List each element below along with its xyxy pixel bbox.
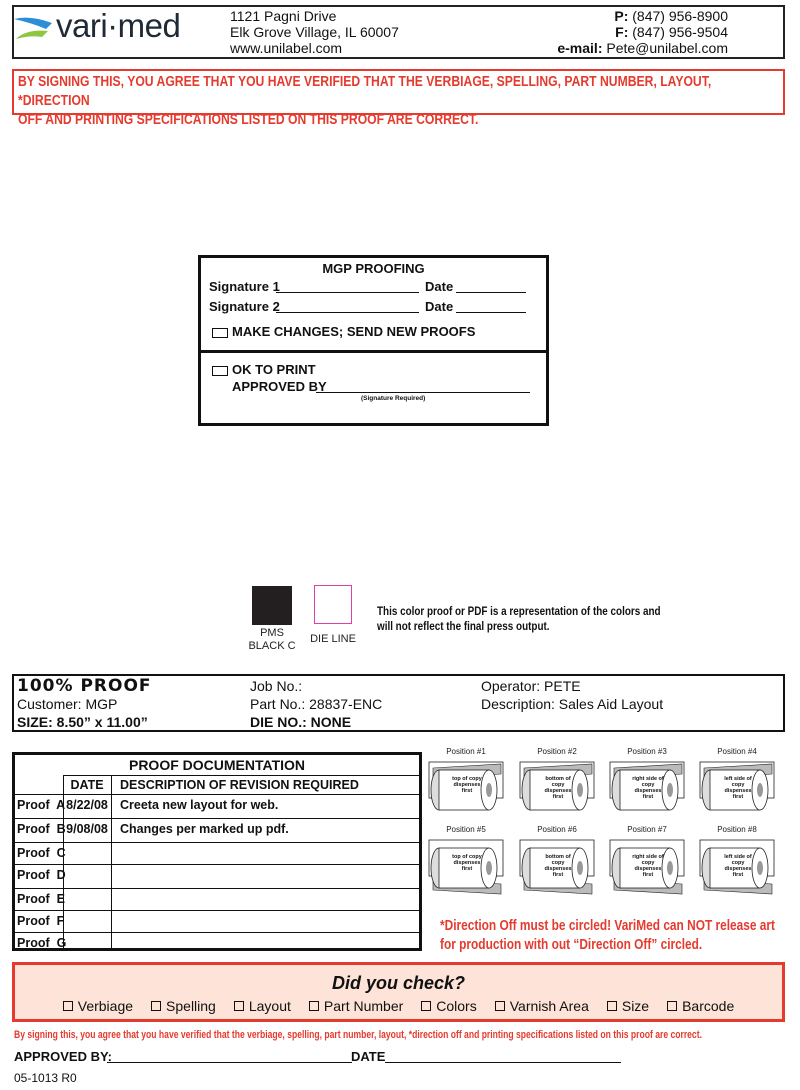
company-contact [468, 8, 728, 56]
position-label: Position #1 [446, 747, 486, 756]
position-label: Position #8 [717, 825, 757, 834]
footer-warning-text: By signing this, you agree that you have verified that the verbiage, spelling, part number, layout, *direction off and printing specifications listed on this proof are correct. [14, 1029, 702, 1041]
check-item-label: Part Number [323, 998, 404, 1014]
proof-row-description[interactable]: Creeta new layout for web. [120, 798, 279, 812]
check-item-verbiage[interactable] [63, 998, 133, 1014]
die-no-field: DIE NO.: NONE [250, 714, 352, 730]
proof-title: 100% PROOF [17, 676, 152, 696]
roll-diagram-icon[interactable] [698, 838, 776, 902]
checkbox-icon[interactable] [421, 1001, 431, 1011]
date-2-label: Date [425, 299, 454, 314]
approved-by-line[interactable] [316, 392, 530, 393]
row-rule [15, 888, 419, 889]
die-line-swatch [314, 585, 352, 624]
signing-warning-box [12, 69, 785, 128]
address-city: Elk Grove Village, IL 60007 [230, 24, 399, 40]
proof-doc-title: PROOF DOCUMENTATION [128, 757, 306, 773]
did-you-check-title: Did you check? [331, 973, 466, 993]
job-no-field: Job No.: [250, 678, 303, 694]
check-item-layout[interactable] [234, 998, 291, 1014]
part-no-field: Part No.: 28837-ENC [250, 696, 383, 712]
check-item-label: Varnish Area [509, 998, 589, 1014]
roll-direction-text: left side of copy dispenses first [724, 776, 752, 800]
check-item-label: Verbiage [77, 998, 134, 1014]
warning-line-1: BY SIGNING THIS, YOU AGREE THAT YOU HAVE VERIFIED THAT THE VERBIAGE, SPELLING, PART NUMBER, LAYOUT, *DIRECTION [18, 74, 712, 109]
mgp-divider [201, 350, 546, 353]
size-field: SIZE: 8.50” x 11.00” [17, 714, 148, 730]
check-item-label: Barcode [682, 998, 735, 1014]
check-item-label: Size [621, 998, 650, 1014]
operator-field: Operator: PETE [481, 678, 581, 694]
email-address[interactable]: Pete@unilabel.com [606, 40, 728, 56]
proof-row-label: Proof D [17, 868, 66, 882]
roll-diagram-icon[interactable] [518, 760, 596, 824]
position-label: Position #3 [627, 747, 667, 756]
checkbox-icon[interactable] [667, 1001, 677, 1011]
pms-label: PMS [260, 627, 284, 639]
color-note-line-2: will not reflect the final press output. [377, 621, 550, 633]
checkbox-icon[interactable] [63, 1001, 73, 1011]
ok-to-print-checkbox[interactable] [212, 366, 228, 376]
proof-row-label: Proof G [17, 936, 67, 950]
warning-line-2: OFF AND PRINTING SPECIFICATIONS LISTED ON THIS PROOF ARE CORRECT. [18, 112, 479, 128]
position-label: Position #7 [627, 825, 667, 834]
position-label: Position #6 [537, 825, 577, 834]
roll-direction-text: right side of copy dispenses first [632, 776, 664, 800]
address-street: 1121 Pagni Drive [230, 8, 337, 24]
direction-note-line-2: for production with out “Direction Off” circled. [440, 937, 703, 953]
proof-row-date[interactable]: 8/22/08 [66, 798, 108, 812]
varimed-logo [12, 9, 212, 49]
row-rule [15, 818, 419, 819]
signature-2-line[interactable] [276, 312, 419, 313]
proof-row-label: Proof E [17, 892, 65, 906]
check-item-label: Spelling [166, 998, 216, 1014]
approved-by-label: APPROVED BY [232, 379, 327, 394]
footer-date-label: DATE [351, 1049, 386, 1064]
position-label: Position #2 [537, 747, 577, 756]
check-item-barcode[interactable] [667, 998, 734, 1014]
footer-approved-by-label: APPROVED BY: [14, 1049, 112, 1064]
make-changes-checkbox[interactable] [212, 328, 228, 338]
signature-1-label: Signature 1 [209, 279, 280, 294]
direction-off-note [440, 917, 785, 955]
logo-text: vari·med [56, 7, 181, 44]
check-item-label: Colors [436, 998, 477, 1014]
customer-field: Customer: MGP [17, 696, 118, 712]
logo-mark-icon [12, 9, 56, 49]
pms-black-swatch [252, 586, 292, 625]
check-item-size[interactable] [607, 998, 649, 1014]
footer-approved-by-line[interactable] [107, 1062, 352, 1063]
roll-diagram-icon[interactable] [427, 838, 505, 902]
roll-diagram-icon[interactable] [608, 838, 686, 902]
fax-label: F: [615, 24, 629, 40]
color-proof-note [377, 605, 737, 635]
direction-note-line-1: *Direction Off must be circled! VariMed can NOT release art [440, 918, 776, 934]
position-label: Position #5 [446, 825, 486, 834]
header-top-rule [63, 775, 419, 776]
check-item-varnish-area[interactable] [495, 998, 589, 1014]
roll-diagram-icon[interactable] [608, 760, 686, 824]
color-note-line-1: This color proof or PDF is a representation of the colors and [377, 606, 661, 618]
roll-diagram-icon[interactable] [698, 760, 776, 824]
roll-diagram-icon[interactable] [427, 760, 505, 824]
signature-2-label: Signature 2 [209, 299, 280, 314]
black-c-label: BLACK C [248, 640, 296, 652]
pms-black-label [242, 627, 302, 653]
form-code: 05-1013 R0 [14, 1071, 77, 1085]
description-field: Description: Sales Aid Layout [481, 696, 664, 712]
checkbox-icon[interactable] [495, 1001, 505, 1011]
mgp-title: MGP PROOFING [322, 261, 425, 276]
roll-direction-text: right side of copy dispenses first [632, 854, 664, 878]
die-line-label: DIE LINE [310, 633, 356, 645]
proof-row-label: Proof B [17, 822, 66, 836]
roll-direction-text: bottom of copy dispenses first [544, 854, 572, 878]
checkbox-icon[interactable] [309, 1001, 319, 1011]
proof-row-label: Proof C [17, 846, 66, 860]
signature-1-line[interactable] [276, 292, 419, 293]
proof-row-label: Proof F [17, 914, 65, 928]
check-item-label: Layout [248, 998, 291, 1014]
checkbox-icon[interactable] [151, 1001, 161, 1011]
make-changes-label: MAKE CHANGES; SEND NEW PROOFS [232, 324, 476, 339]
position-label: Position #4 [717, 747, 757, 756]
date-column-header: DATE [70, 778, 104, 792]
row-rule [15, 932, 419, 933]
phone-number: (847) 956-8900 [632, 8, 728, 24]
checkbox-icon[interactable] [234, 1001, 244, 1011]
job-info-box [12, 674, 785, 732]
date-2-line[interactable] [456, 312, 526, 313]
col-rule-2 [111, 775, 112, 948]
check-item-spelling[interactable] [151, 998, 216, 1014]
row-rule [15, 910, 419, 911]
roll-diagram-icon[interactable] [518, 838, 596, 902]
phone-label: P: [614, 8, 629, 24]
date-1-label: Date [425, 279, 454, 294]
check-item-colors[interactable] [421, 998, 476, 1014]
date-1-line[interactable] [456, 292, 526, 293]
proof-row-description[interactable]: Changes per marked up pdf. [120, 822, 289, 836]
check-item-part-number[interactable] [309, 998, 403, 1014]
mgp-proofing-box [198, 255, 549, 426]
roll-direction-text: left side of copy dispenses first [724, 854, 752, 878]
proof-row-label: Proof A [17, 798, 66, 812]
roll-direction-text: top of copy dispenses first [452, 776, 482, 794]
proof-documentation-table [12, 752, 422, 951]
roll-direction-text: bottom of copy dispenses first [544, 776, 572, 800]
footer-approval [14, 1049, 794, 1064]
company-website[interactable]: www.unilabel.com [230, 40, 343, 56]
row-rule [15, 842, 419, 843]
check-items [15, 998, 782, 1014]
signature-required-note: (Signature Required) [361, 395, 426, 402]
description-column-header: DESCRIPTION OF REVISION REQUIRED [120, 778, 359, 792]
row-rule-header [15, 794, 419, 795]
roll-direction-text: top of copy dispenses first [452, 854, 482, 872]
proof-row-date[interactable]: 9/08/08 [66, 822, 108, 836]
company-address [230, 8, 399, 56]
did-you-check-box [12, 962, 785, 1022]
checkbox-icon[interactable] [607, 1001, 617, 1011]
row-rule [15, 864, 419, 865]
footer-date-line[interactable] [385, 1062, 621, 1063]
fax-number: (847) 956-9504 [632, 24, 728, 40]
email-label: e-mail: [557, 40, 603, 56]
ok-to-print-label: OK TO PRINT [232, 362, 316, 377]
footer-warning [14, 1029, 800, 1041]
